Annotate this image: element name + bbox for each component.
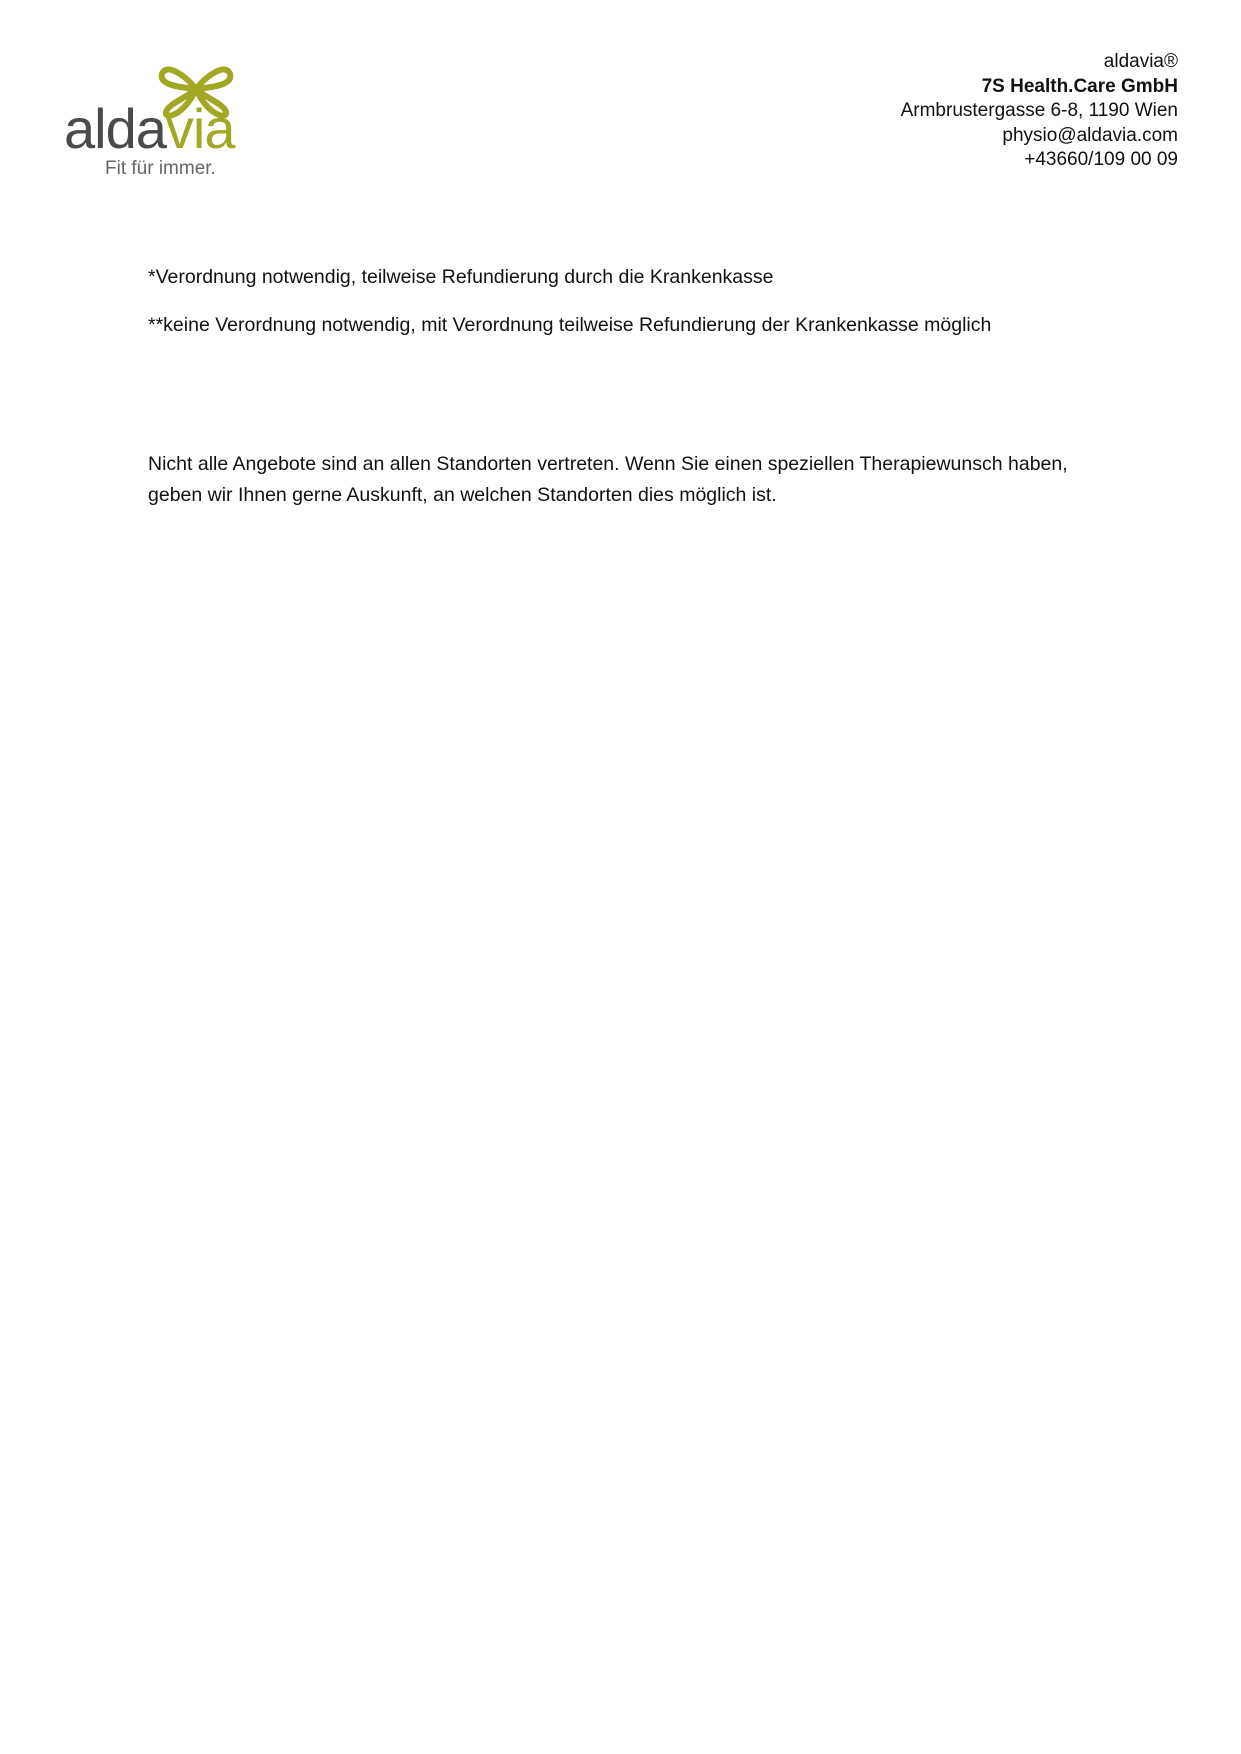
- logo-tagline: Fit für immer.: [105, 158, 216, 179]
- logo-wordmark: [64, 98, 234, 160]
- aldavia-logo: [64, 58, 254, 178]
- logo-wordmark-dark: alda: [64, 97, 166, 160]
- street-address: Armbrustergasse 6-8, 1190 Wien: [900, 100, 1178, 121]
- phone-number: +43660/109 00 09: [1024, 149, 1178, 170]
- company-name: 7S Health.Care GmbH: [981, 75, 1178, 97]
- brand-name: aldavia®: [1103, 51, 1178, 72]
- company-address-block: [901, 50, 1178, 173]
- email-address: physio@aldavia.com: [1002, 124, 1178, 146]
- availability-notice: Nicht alle Angebote sind an allen Standorten vertreten. Wenn Sie einen speziellen Therapiewunsch haben, geben wir Ihnen gerne Auskunft, an welchen Standorten dies möglich ist.: [148, 453, 1068, 506]
- footnote-prescription-optional: **keine Verordnung notwendig, mit Verordnung teilweise Refundierung der Krankenkasse möglich: [148, 314, 992, 336]
- footnote-prescription-required: *Verordnung notwendig, teilweise Refundierung durch die Krankenkasse: [148, 266, 774, 288]
- logo-wordmark-accent: via: [165, 97, 235, 160]
